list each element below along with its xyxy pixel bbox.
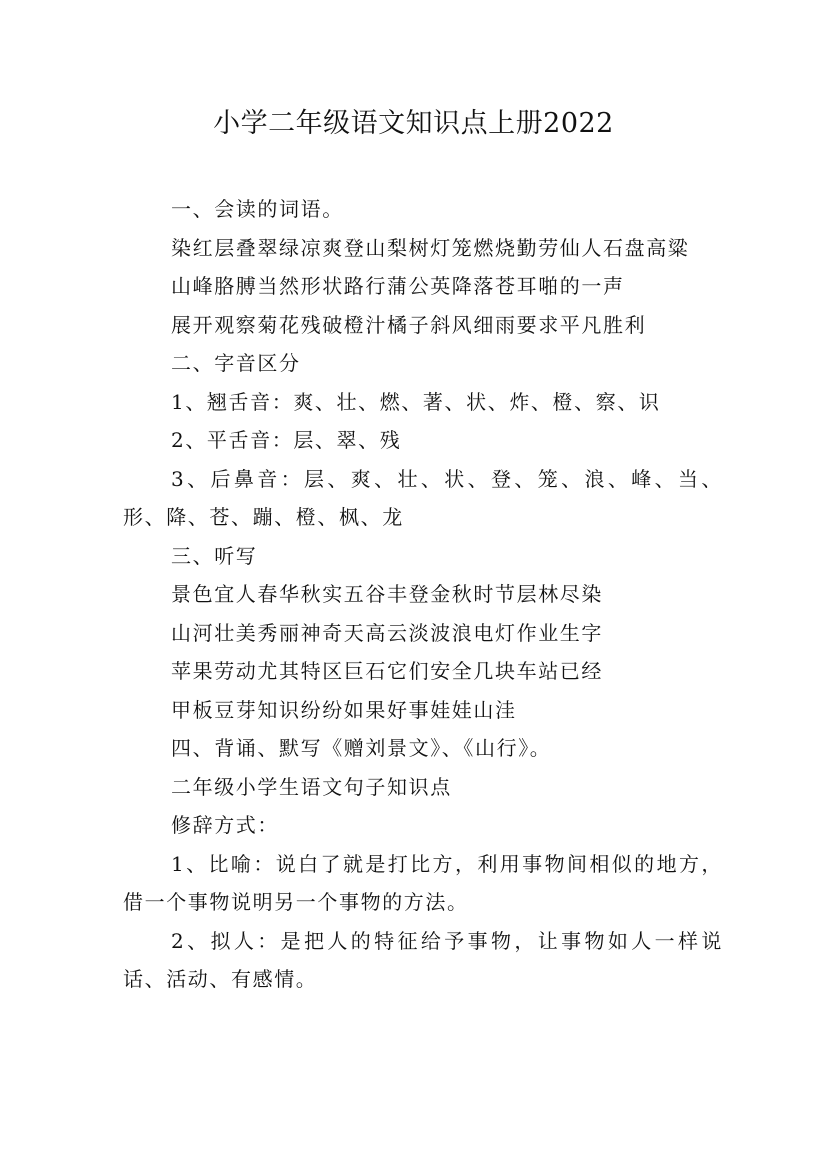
paragraph: 景色宜人春华秋实五谷丰登金秋时节层林尽染	[171, 582, 603, 606]
paragraph: 3、后鼻音：层、爽、壮、状、登、笼、浪、峰、当、形、降、苍、蹦、橙、枫、龙	[123, 466, 723, 529]
paragraph: 二、字音区分	[171, 351, 301, 375]
paragraph: 三、听写	[171, 543, 258, 568]
paragraph: 染红层叠翠绿凉爽登山梨树灯笼燃烧勤劳仙人石盘高粱	[171, 235, 690, 260]
paragraph: 甲板豆芽知识纷纷如果好事娃娃山洼	[171, 697, 517, 722]
document-body	[123, 190, 723, 999]
page-title: 小学二年级语文知识点上册2022	[213, 108, 614, 139]
paragraph: 山峰胳膊当然形状路行蒲公英降落苍耳啪的一声	[171, 274, 625, 298]
paragraph: 修辞方式：	[171, 813, 279, 837]
paragraph: 山河壮美秀丽神奇天高云淡波浪电灯作业生字	[171, 620, 603, 645]
paragraph: 展开观察菊花残破橙汁橘子斜风细雨要求平凡胜利	[171, 312, 647, 337]
paragraph: 四、背诵、默写《赠刘景文》、《山行》。	[171, 736, 552, 760]
paragraph: 2、拟人：是把人的特征给予事物，让事物如人一样说话、活动、有感情。	[123, 928, 723, 991]
paragraph: 1、翘舌音：爽、壮、燃、著、状、炸、橙、察、识	[171, 389, 661, 414]
paragraph: 二年级小学生语文句子知识点	[171, 774, 452, 799]
paragraph: 一、会读的词语。	[171, 197, 344, 221]
paragraph: 2、平舌音：层、翠、残	[171, 428, 402, 452]
paragraph: 苹果劳动尤其特区巨石它们安全几块车站已经	[171, 659, 603, 683]
paragraph: 1、比喻：说白了就是打比方，利用事物间相似的地方，借一个事物说明另一个事物的方法。	[123, 851, 723, 914]
